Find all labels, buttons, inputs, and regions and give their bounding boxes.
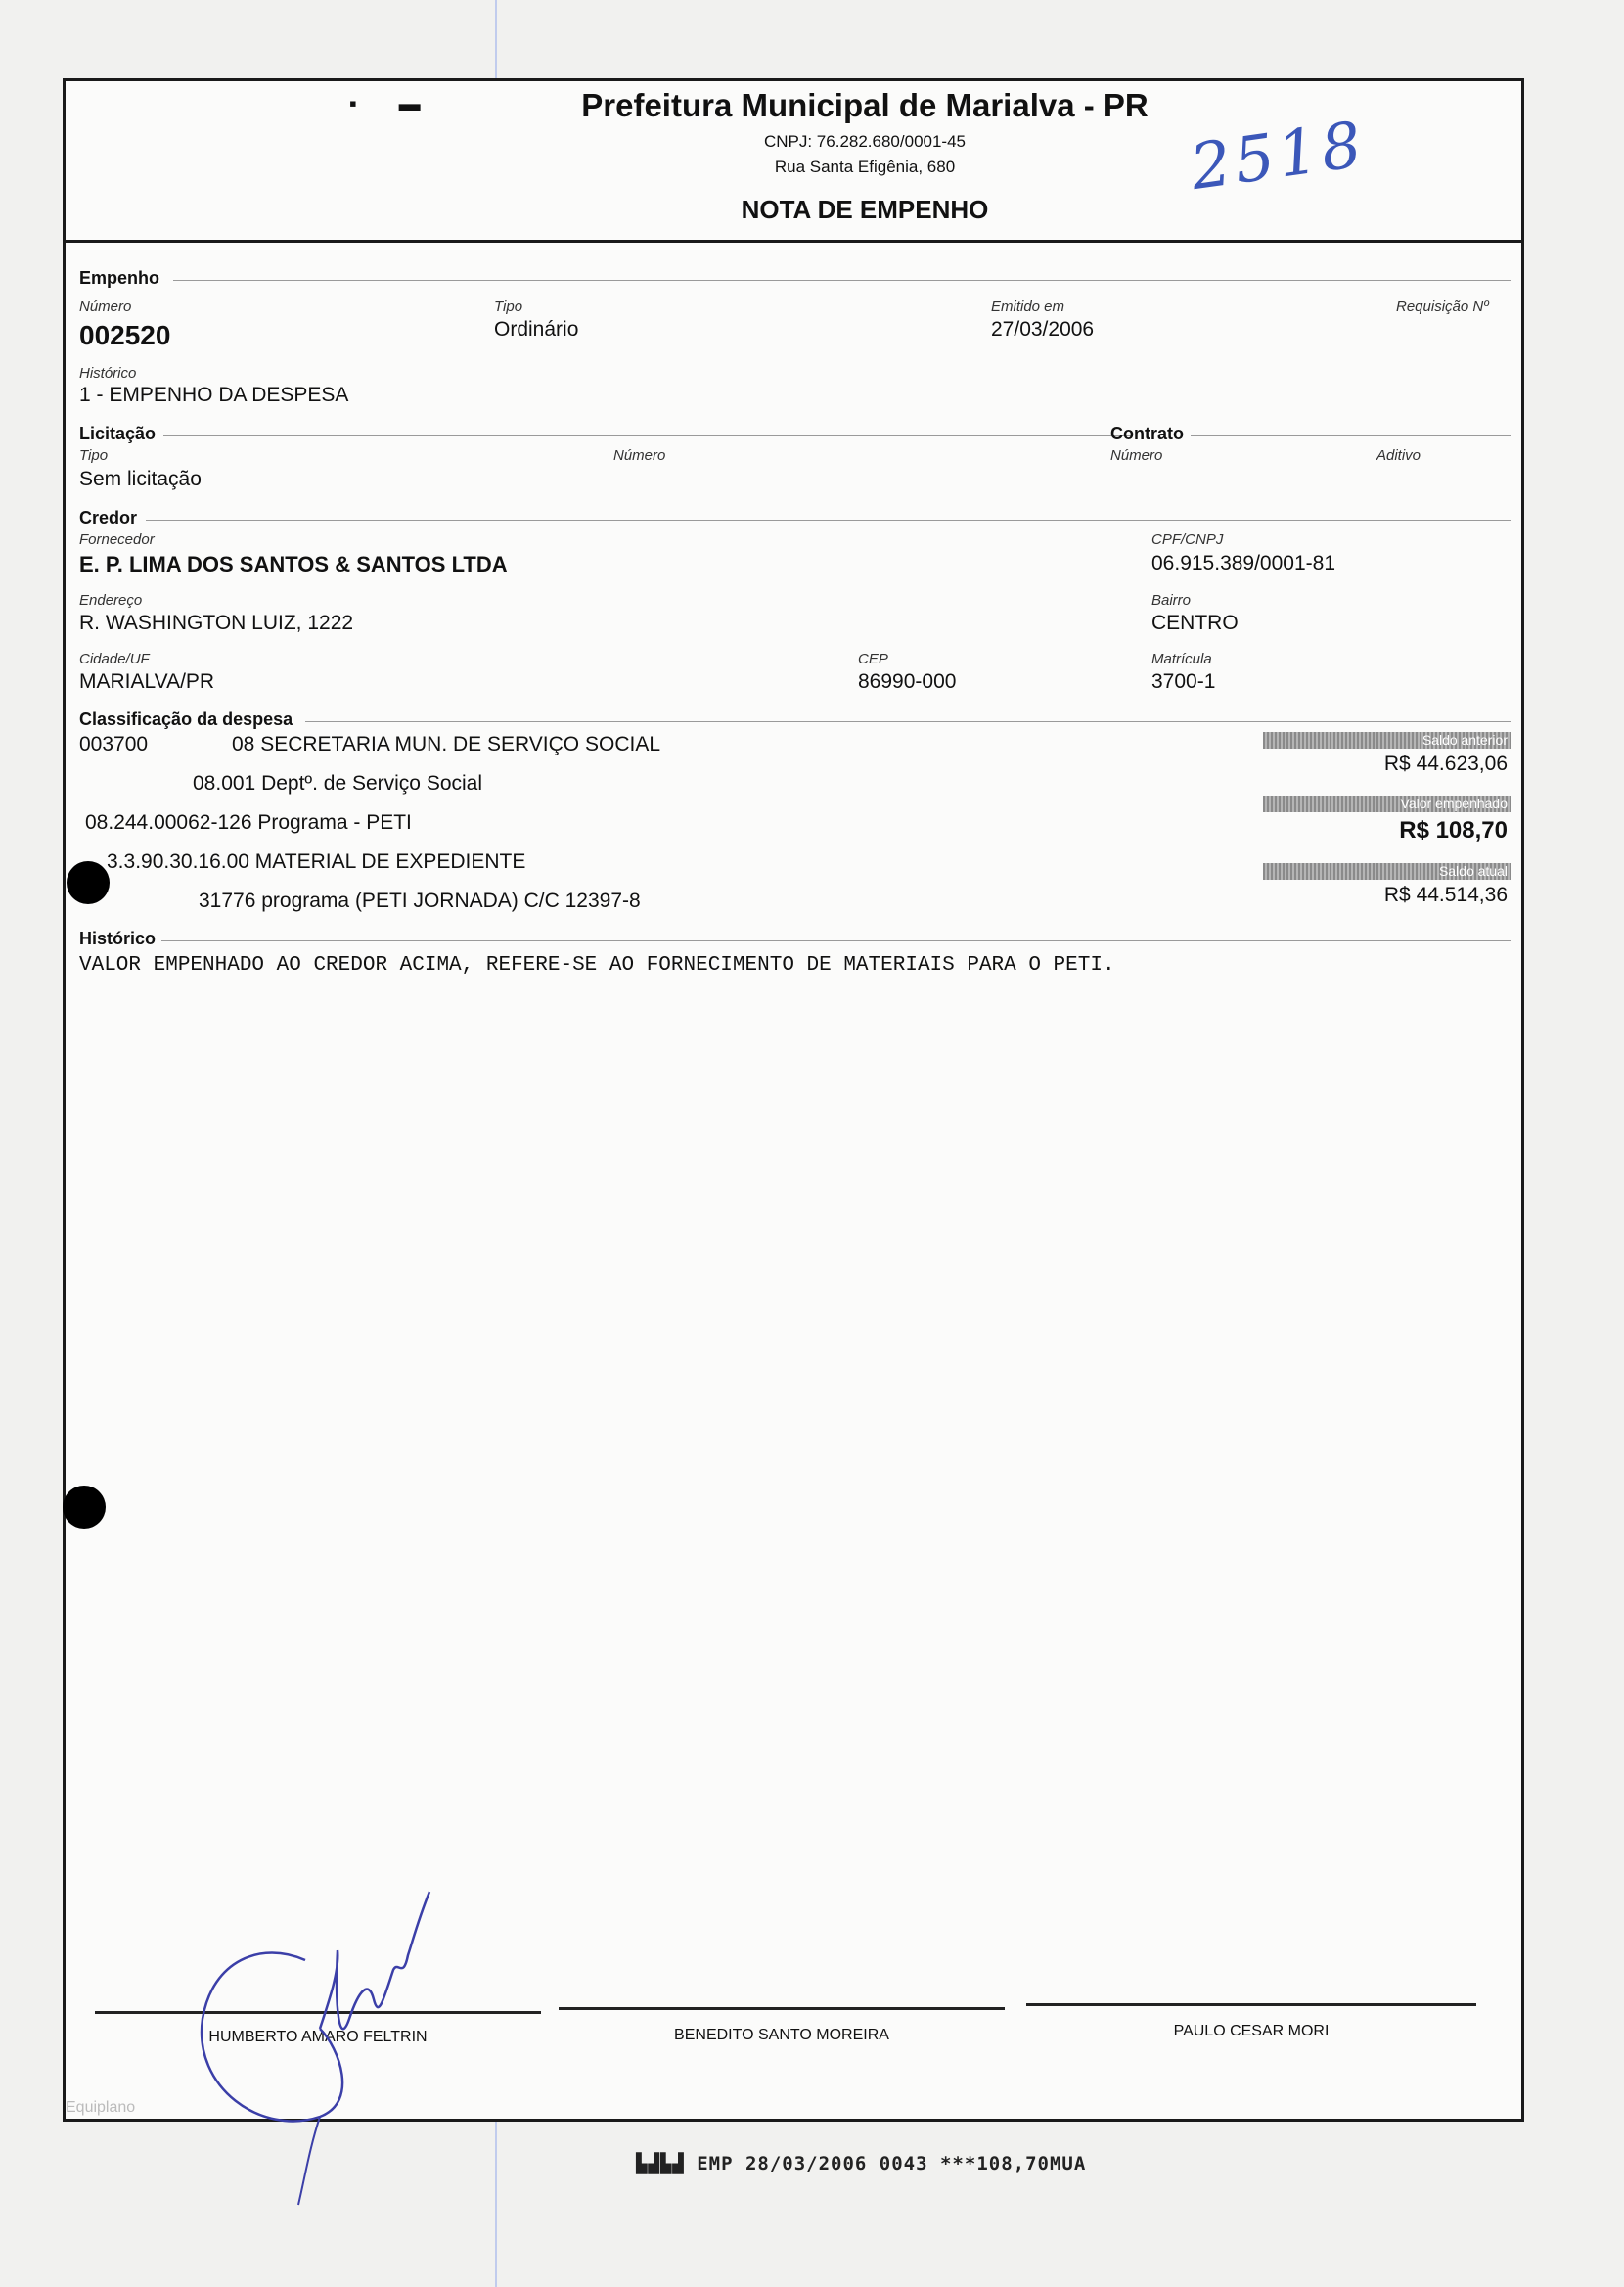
signature-line-3 — [1026, 2003, 1476, 2006]
cpf-cnpj: 06.915.389/0001-81 — [1151, 552, 1336, 574]
matricula-label: Matrícula — [1151, 651, 1212, 667]
section-rule — [161, 940, 1511, 941]
mechanical-stamp — [636, 2153, 1086, 2174]
bairro-label: Bairro — [1151, 592, 1192, 609]
software-watermark: Equiplano — [66, 2099, 136, 2116]
section-rule — [173, 280, 1511, 281]
punch-hole-top — [67, 861, 110, 904]
stamp-text: EMP 28/03/2006 0043 ***108,70MUA — [697, 2153, 1087, 2174]
section-empenho: Empenho — [79, 268, 160, 288]
cidade: MARIALVA/PR — [79, 670, 215, 693]
classificacao-secretaria: 08 SECRETARIA MUN. DE SERVIÇO SOCIAL — [232, 733, 661, 755]
cep-label: CEP — [858, 651, 888, 667]
municipality-address: Rua Santa Efigênia, 680 — [774, 158, 956, 176]
saldo-atual-value: R$ 44.514,36 — [1383, 884, 1508, 906]
valor-empenhado-label: Valor empenhado — [1263, 796, 1511, 812]
empenho-historico-label: Histórico — [79, 365, 137, 382]
cep: 86990-000 — [858, 670, 957, 693]
fornecedor-name: E. P. LIMA DOS SANTOS & SANTOS LTDA — [79, 552, 508, 576]
section-licitacao: Licitação — [79, 424, 157, 443]
section-rule — [146, 520, 1511, 521]
handwritten-number: 2518 — [1186, 108, 1371, 206]
document-title: NOTA DE EMPENHO — [741, 195, 989, 224]
signature-line-2 — [559, 2007, 1005, 2010]
signatory-3-name: PAULO CESAR MORI — [1173, 2023, 1330, 2039]
classificacao-departamento: 08.001 Deptº. de Serviço Social — [193, 772, 483, 795]
classificacao-elemento: 3.3.90.30.16.00 MATERIAL DE EXPEDIENTE — [107, 850, 526, 873]
section-rule — [163, 435, 1132, 436]
handwritten-signature — [173, 1852, 545, 2224]
section-historico: Histórico — [79, 929, 157, 948]
classificacao-ficha: 31776 programa (PETI JORNADA) C/C 12397-8 — [199, 890, 641, 912]
section-classificacao: Classificação da despesa — [79, 709, 293, 729]
valor-empenhado-value: R$ 108,70 — [1399, 817, 1508, 844]
bairro: CENTRO — [1151, 612, 1239, 634]
licitacao-tipo-label: Tipo — [79, 447, 109, 464]
fornecedor-label: Fornecedor — [79, 531, 155, 548]
signatory-2-name: BENEDITO SANTO MOREIRA — [674, 2027, 889, 2043]
empenho-tipo-label: Tipo — [494, 298, 523, 315]
historico-text: VALOR EMPENHADO AO CREDOR ACIMA, REFERE-SE AO FORNECIMENTO DE MATERIAIS PARA O PETI. — [79, 954, 1115, 977]
matricula: 3700-1 — [1151, 670, 1216, 693]
empenho-numero-label: Número — [79, 298, 132, 315]
classificacao-code: 003700 — [79, 733, 149, 755]
section-credor: Credor — [79, 508, 138, 527]
endereco: R. WASHINGTON LUIZ, 1222 — [79, 612, 354, 634]
contrato-aditivo-label: Aditivo — [1376, 447, 1421, 464]
saldo-anterior-label: Saldo anterior — [1263, 732, 1511, 749]
punch-hole-bottom — [63, 1486, 106, 1529]
stamp-barcode-icon: ▙▟▙▟ — [636, 2153, 685, 2174]
requisicao-label: Requisição Nº — [1396, 298, 1489, 315]
saldo-atual-label: Saldo atual — [1263, 863, 1511, 880]
document-frame — [63, 78, 1524, 2122]
licitacao-tipo: Sem licitação — [79, 468, 202, 490]
emitido-date: 27/03/2006 — [991, 318, 1095, 341]
section-contrato: Contrato — [1110, 424, 1184, 443]
section-rule — [1191, 435, 1511, 436]
licitacao-numero-label: Número — [613, 447, 666, 464]
scan-marks: ▪ ▬ — [349, 91, 421, 115]
empenho-historico: 1 - EMPENHO DA DESPESA — [79, 384, 349, 406]
section-rule — [305, 721, 1511, 722]
classificacao-programa: 08.244.00062-126 Programa - PETI — [85, 811, 412, 834]
municipality-cnpj: CNPJ: 76.282.680/0001-45 — [763, 132, 967, 151]
empenho-numero: 002520 — [79, 320, 171, 350]
municipality-title: Prefeitura Municipal de Marialva - PR — [581, 87, 1149, 123]
contrato-numero-label: Número — [1110, 447, 1163, 464]
document-header — [66, 81, 1521, 243]
cpf-cnpj-label: CPF/CNPJ — [1151, 531, 1224, 548]
emitido-label: Emitido em — [991, 298, 1065, 315]
signatory-1-name: HUMBERTO AMARO FELTRIN — [208, 2029, 428, 2045]
cidade-label: Cidade/UF — [79, 651, 150, 667]
saldo-anterior-value: R$ 44.623,06 — [1383, 753, 1508, 775]
empenho-tipo: Ordinário — [494, 318, 579, 341]
endereco-label: Endereço — [79, 592, 143, 609]
